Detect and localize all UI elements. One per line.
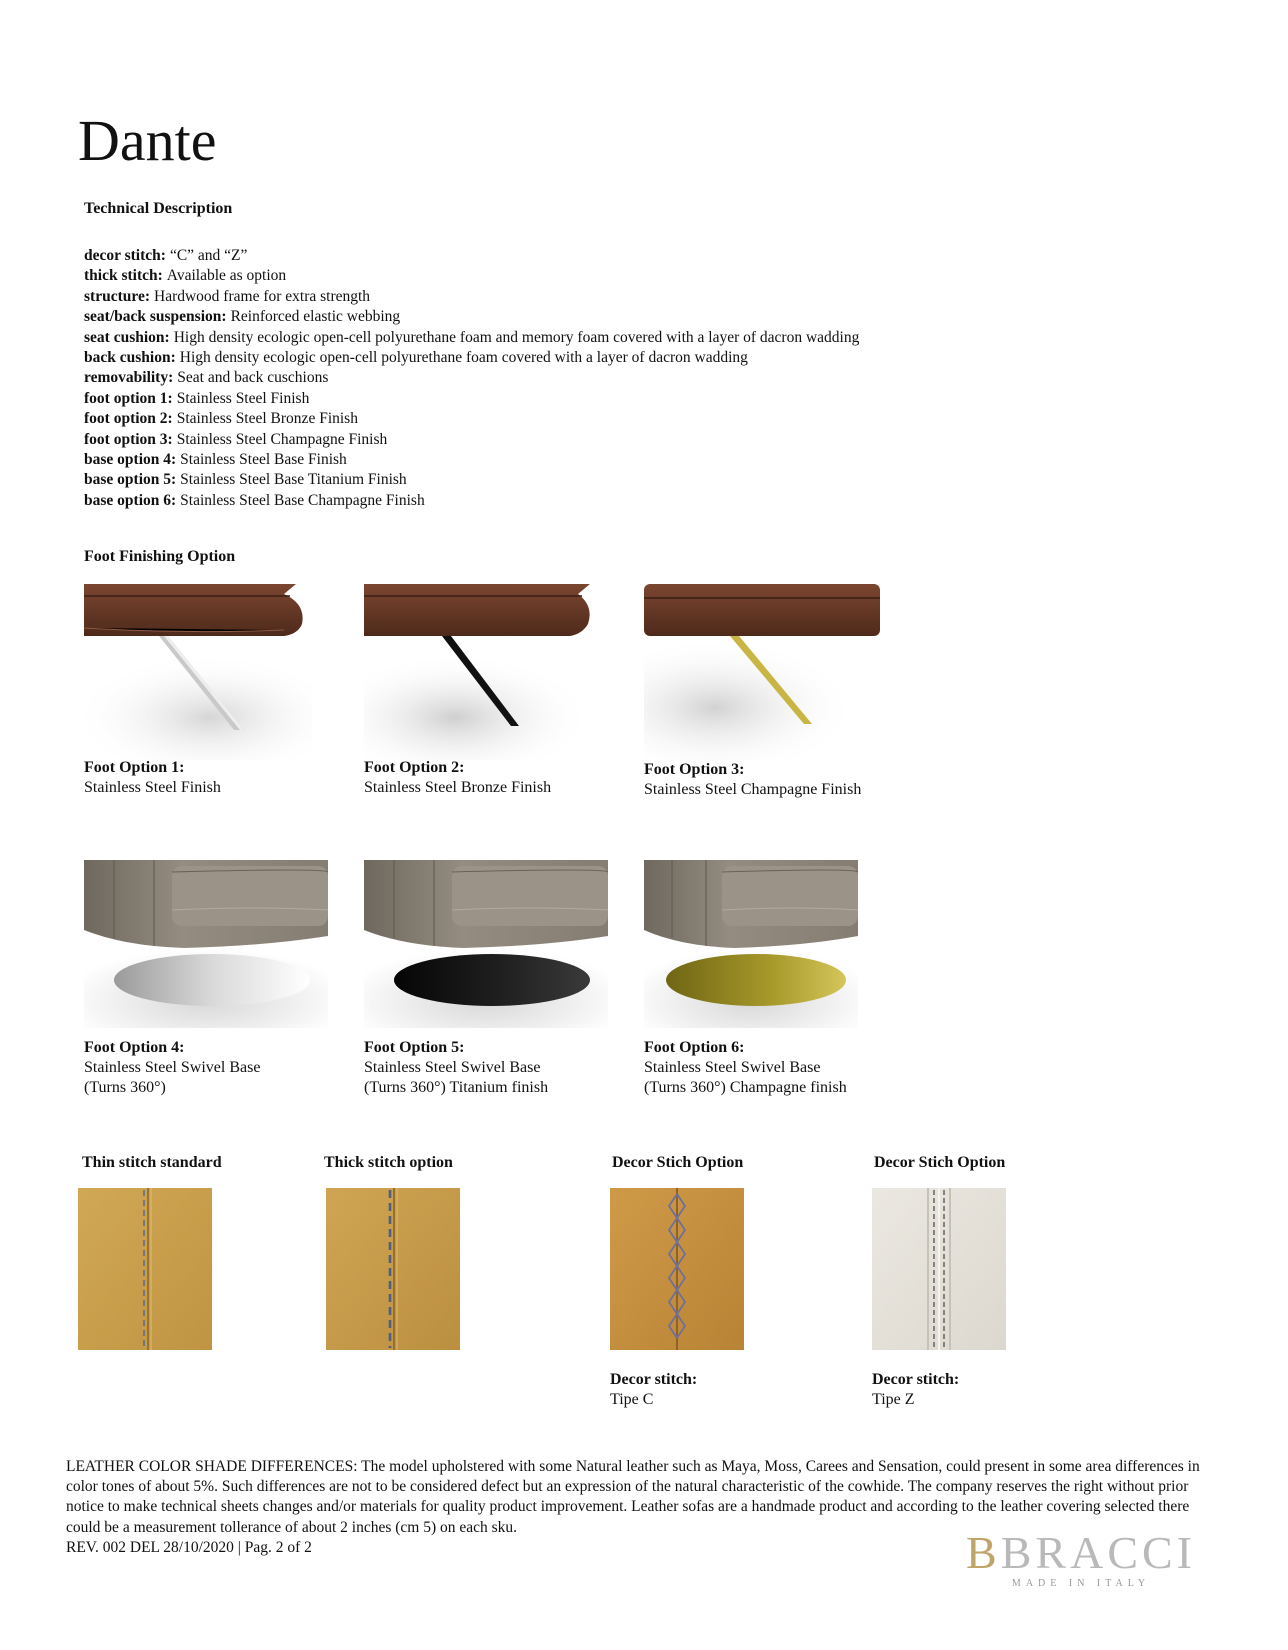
- spec-row: [84, 430, 859, 450]
- logo-initial: B: [966, 1527, 1001, 1578]
- spec-row: [84, 389, 859, 409]
- spec-label: structure:: [84, 287, 150, 305]
- spec-label: foot option 2:: [84, 410, 173, 428]
- spec-label: back cushion:: [84, 349, 176, 367]
- spec-value: Stainless Steel Bronze Finish: [176, 410, 358, 428]
- decor-stitch-z-caption: [872, 1370, 959, 1410]
- disclaimer-text: LEATHER COLOR SHADE DIFFERENCES: The model upholstered with some Natural leather such as Maya, Moss, Carees and Sensation, could present in some area differences in color tones of about 5%. Such differences are not to be considered defect but an expression of the natural characteristic of the cowhide. The company reserves the right without prior notice to make technical sheets changes and/or materials for quality product improvement. Leather sofas are a handmade product and according to the leather covering selected there could be a measurement tollerance of about 2 inches (cm 5) on each sku.: [66, 1458, 1200, 1536]
- foot-option-6-caption: [644, 1038, 847, 1098]
- swivel-base-disc: [666, 954, 846, 1006]
- foot-option-6-photo: [644, 860, 858, 1028]
- spec-row: [84, 348, 859, 368]
- caption-line: (Turns 360°) Champagne finish: [644, 1079, 847, 1096]
- caption-line: Tipe C: [610, 1391, 654, 1408]
- foot-option-4-caption: [84, 1038, 260, 1098]
- stitch-decor-z-title: Decor Stich Option: [874, 1154, 1006, 1171]
- logo-tagline: MADE IN ITALY: [1011, 1578, 1151, 1589]
- foot-option-1-photo: [84, 584, 312, 760]
- revision-text: REV. 002 DEL 28/10/2020 | Pag. 2 of 2: [66, 1538, 312, 1556]
- foot-finishing-heading: Foot Finishing Option: [84, 548, 236, 565]
- stitch-thin-title: Thin stitch standard: [82, 1154, 222, 1171]
- spec-value: Reinforced elastic webbing: [230, 308, 401, 326]
- spec-row: [84, 307, 859, 327]
- spec-row: [84, 266, 859, 286]
- caption-title: Foot Option 3:: [644, 761, 745, 778]
- spec-value: High density ecologic open-cell polyurethane foam and memory foam covered with a layer of dacron wadding: [173, 328, 860, 346]
- spec-value: Stainless Steel Base Champagne Finish: [180, 491, 425, 509]
- foot-option-4-photo: [84, 860, 328, 1028]
- spec-label: decor stitch:: [84, 247, 166, 264]
- spec-value: Stainless Steel Champagne Finish: [176, 430, 388, 448]
- caption-line: (Turns 360°): [84, 1079, 166, 1096]
- caption-title: Foot Option 1:: [84, 759, 185, 776]
- caption-line: Stainless Steel Finish: [84, 779, 221, 796]
- caption-title: Foot Option 6:: [644, 1039, 745, 1056]
- spec-value: Stainless Steel Base Finish: [180, 451, 347, 469]
- spec-list: [84, 246, 859, 511]
- caption-title: Foot Option 2:: [364, 759, 465, 776]
- spec-label: seat/back suspension:: [84, 308, 227, 326]
- spec-row: [84, 246, 859, 266]
- spec-row: [84, 328, 859, 348]
- caption-title: Decor stitch:: [610, 1371, 698, 1388]
- spec-label: removability:: [84, 369, 174, 387]
- thick-stitch-swatch: [326, 1188, 460, 1355]
- spec-label: seat cushion:: [84, 328, 170, 346]
- decor-stitch-c-caption: [610, 1370, 697, 1410]
- spec-value: “C” and “Z”: [169, 247, 248, 264]
- logo-name: BRACCI: [1000, 1527, 1196, 1578]
- caption-line: Stainless Steel Bronze Finish: [364, 779, 552, 796]
- bracci-logo: [966, 1527, 1196, 1589]
- spec-value: Stainless Steel Base Titanium Finish: [180, 471, 407, 489]
- spec-label: foot option 1:: [84, 389, 173, 407]
- stitch-decor-c-title: Decor Stich Option: [612, 1154, 744, 1171]
- caption-line: Stainless Steel Champagne Finish: [644, 781, 862, 798]
- decor-stitch-c-swatch: [610, 1188, 744, 1355]
- technical-description-heading: Technical Description: [84, 200, 233, 217]
- caption-line: Stainless Steel Swivel Base: [84, 1059, 261, 1076]
- thin-stitch-swatch: [78, 1188, 212, 1355]
- stitch-thick-title: Thick stitch option: [324, 1154, 453, 1171]
- spec-row: [84, 491, 859, 511]
- swivel-base-disc: [394, 954, 590, 1006]
- spec-value: High density ecologic open-cell polyurethane foam covered with a layer of dacron wadding: [179, 349, 748, 367]
- logo-wordmark: [966, 1527, 1196, 1578]
- caption-line: Stainless Steel Swivel Base: [364, 1059, 541, 1076]
- spec-row: [84, 450, 859, 470]
- caption-title: Foot Option 5:: [364, 1039, 465, 1056]
- swivel-base-disc: [114, 954, 310, 1006]
- caption-line: Stainless Steel Swivel Base: [644, 1059, 821, 1076]
- spec-label: base option 4:: [84, 451, 177, 469]
- spec-value: Seat and back cuschions: [177, 369, 329, 387]
- decor-stitch-z-swatch: [872, 1188, 1006, 1355]
- spec-value: Available as option: [166, 267, 287, 285]
- spec-row: [84, 409, 859, 429]
- spec-label: foot option 3:: [84, 430, 173, 448]
- spec-value: Stainless Steel Finish: [176, 389, 310, 407]
- foot-option-2-caption: [364, 758, 551, 798]
- spec-label: base option 6:: [84, 491, 177, 509]
- spec-row: [84, 368, 859, 388]
- foot-option-3-caption: [644, 760, 861, 800]
- caption-title: Foot Option 4:: [84, 1039, 185, 1056]
- foot-option-3-photo: [644, 584, 880, 760]
- spec-row: [84, 470, 859, 490]
- page-title: Dante: [78, 108, 217, 173]
- spec-value: Hardwood frame for extra strength: [154, 287, 371, 305]
- spec-label: base option 5:: [84, 471, 177, 489]
- foot-option-2-photo: [364, 584, 592, 760]
- spec-label: thick stitch:: [84, 267, 163, 285]
- foot-option-5-photo: [364, 860, 608, 1028]
- caption-title: Decor stitch:: [872, 1371, 960, 1388]
- foot-option-1-caption: [84, 758, 221, 798]
- caption-line: (Turns 360°) Titanium finish: [364, 1079, 549, 1096]
- foot-option-5-caption: [364, 1038, 548, 1098]
- spec-row: [84, 287, 859, 307]
- caption-line: Tipe Z: [872, 1391, 915, 1408]
